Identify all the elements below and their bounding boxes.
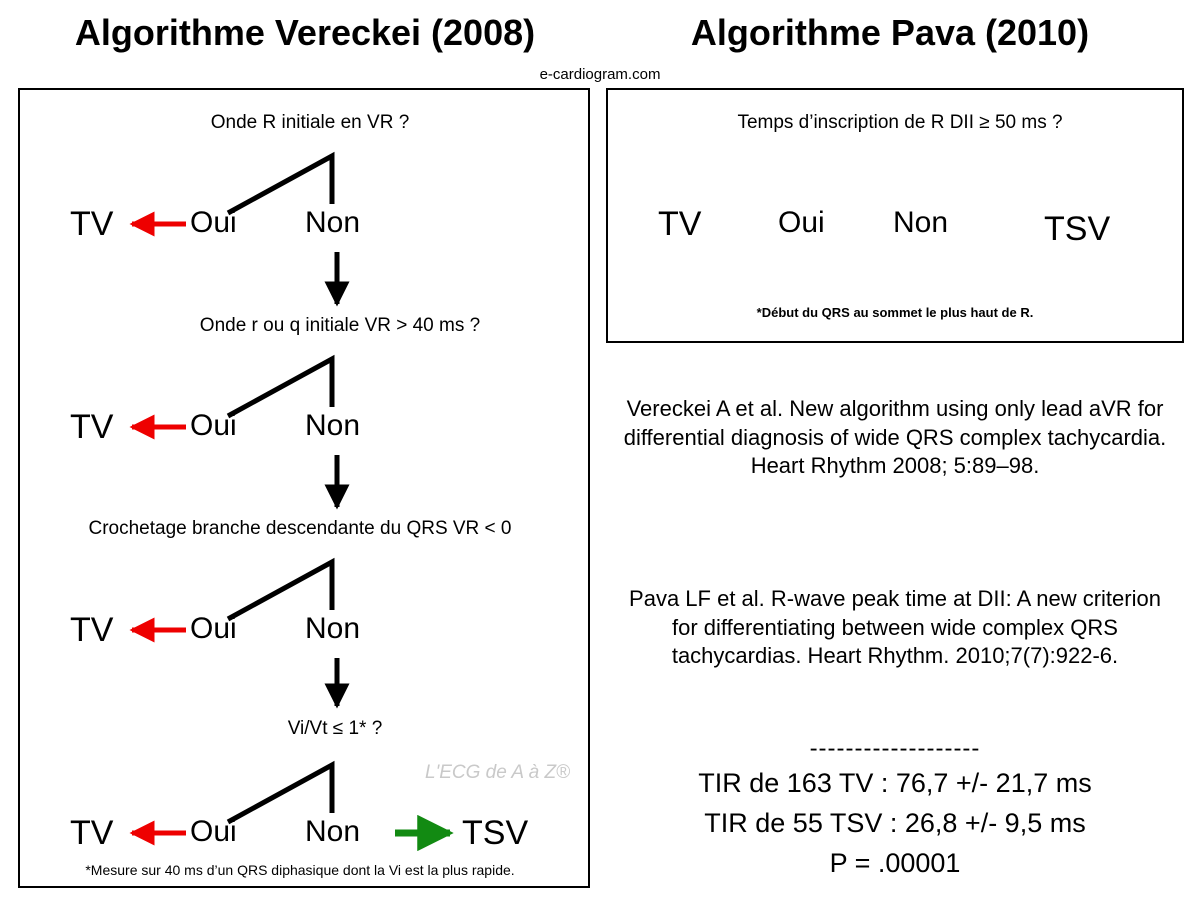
vereckei-result-1-tv: TV — [70, 205, 114, 243]
vereckei-branch-3-non: Non — [305, 612, 361, 645]
vereckei-branch-4-non: Non — [305, 815, 361, 848]
reference-pava: Pava LF et al. R-wave peak time at DII: A new criterion for differentiating between wide complex QRS tachycardias. Heart Rhythm. 2010;7(7):922-6. — [629, 586, 1161, 669]
page-title-pava: Algorithme Pava (2010) — [690, 12, 1090, 53]
vereckei-question-2: Onde r ou q initiale VR > 40 ms ? — [199, 315, 481, 336]
vereckei-result-3-tv: TV — [70, 611, 114, 649]
vereckei-question-4: Vi/Vt ≤ 1* ? — [287, 718, 383, 739]
vereckei-question-1: Onde R initiale en VR ? — [210, 112, 410, 133]
pava-question: Temps d’inscription de R DII ≥ 50 ms ? — [737, 112, 1063, 133]
vereckei-branch-4-oui: Oui — [190, 815, 237, 848]
vereckei-question-3: Crochetage branche descendante du QRS VR < 0 — [88, 518, 512, 539]
vereckei-footnote: *Mesure sur 40 ms d’un QRS diphasique dont la Vi est la plus rapide. — [85, 862, 515, 878]
watermark-logo: L'ECG de A à Z® — [425, 762, 571, 783]
vereckei-branch-1-non: Non — [305, 206, 361, 239]
pava-branch-oui: Oui — [778, 206, 825, 239]
vereckei-branch-1-oui: Oui — [190, 206, 237, 239]
vereckei-branch-2-oui: Oui — [190, 409, 237, 442]
vereckei-branch-3-oui: Oui — [190, 612, 237, 645]
stat-line-tv: TIR de 163 TV : 76,7 +/- 21,7 ms — [698, 768, 1092, 798]
stat-line-pvalue: P = .00001 — [829, 848, 961, 878]
section-divider: ------------------- — [809, 735, 981, 762]
stat-line-tsv: TIR de 55 TSV : 26,8 +/- 9,5 ms — [704, 808, 1086, 838]
pava-footnote: *Début du QRS au sommet le plus haut de R. — [756, 305, 1034, 320]
reference-vereckei: Vereckei A et al. New algorithm using only lead aVR for differential diagnosis of wide QRS complex tachycardia. Heart Rhythm 2008; 5:89–98. — [623, 396, 1167, 479]
vereckei-result-4-tv: TV — [70, 814, 114, 852]
pava-branch-non: Non — [893, 206, 949, 239]
vereckei-result-4-tsv: TSV — [462, 814, 529, 852]
vereckei-result-2-tv: TV — [70, 408, 114, 446]
page-title-vereckei: Algorithme Vereckei (2008) — [74, 12, 536, 53]
pava-result-tv: TV — [658, 205, 702, 243]
pava-result-tsv: TSV — [1044, 210, 1111, 248]
vereckei-branch-2-non: Non — [305, 409, 361, 442]
site-credit: e-cardiogram.com — [539, 66, 661, 83]
